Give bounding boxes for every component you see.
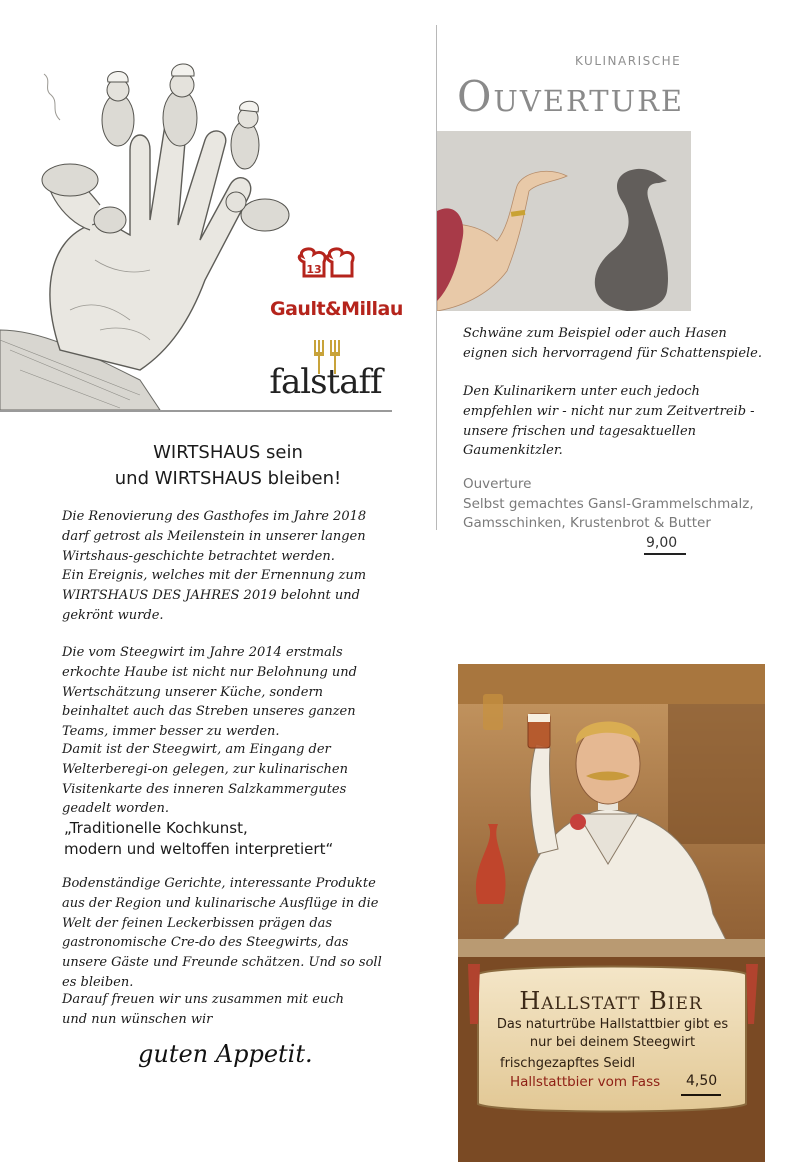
signature-guten-appetit: guten Appetit. (138, 1040, 313, 1068)
ouverture-intro-2: Den Kulinarikern unter euch jedoch empfehlen wir - nicht nur zum Zeitvertreib - unsere frischen und tagesaktuellen Gaumenkitzler. (463, 384, 755, 459)
section-kicker: KULINARISCHE (575, 54, 682, 68)
headline-line-2: und WIRTSHAUS bleiben! (114, 468, 342, 489)
section-title-ouverture: Ouverture (457, 72, 685, 121)
beer-title: Hallstatt Bier (519, 987, 703, 1015)
beer-price: 4,50 (686, 1073, 718, 1089)
menu-item-name-ouverture: Ouverture (463, 476, 532, 492)
price-underline (644, 553, 686, 555)
shadow-play-photo (437, 131, 691, 311)
ouverture-intro-1: Schwäne zum Beispiel oder auch Hasen eignen sich hervorragend für Schattenspiele. (463, 326, 763, 361)
paragraph-credo: Bodenständige Gerichte, interessante Produkte aus der Region und kulinarische Ausflüge in die Welt der feinen Leckerbissen prägen das gastronomische Cre-do des Steegwirts, das unsere Gäste und Freunde schätzen. Und so soll es bleiben. (62, 876, 382, 990)
beer-description: Das naturtrübe Hallstattbier gibt es nur bei deinem Steegwirt (496, 1017, 729, 1050)
motto-quote: „Traditionelle Kochkunst, modern und weltoffen interpretiert“ (64, 819, 334, 858)
left-divider (0, 410, 392, 412)
beer-item-label: frischgezapftes Seidl (500, 1056, 636, 1071)
falstaff-wordmark: falstaff (269, 362, 382, 402)
paragraph-haube: Die vom Steegwirt im Jahre 2014 erstmals erkochte Haube ist nicht nur Belohnung und Wertschätzung unserer Küche, sondern beinhaltet auch das Streben unseres ganzen Teams, immer besser zu werden. (62, 645, 357, 740)
paragraph-closing: Darauf freuen wir uns zusammen mit euch und nun wünschen wir (62, 992, 344, 1027)
gault-millau-wordmark: Gault&Millau (270, 298, 403, 320)
headline-line-1: WIRTSHAUS sein (153, 442, 303, 463)
paragraph-renovation: Die Renovierung des Gasthofes im Jahre 2018 darf getrost als Meilenstein in unserer langen Wirtshaus-geschichte betrachtet werden. Ein Ereignis, welches mit der Ernennung zum WIRTSHAUS DES JAHRES 2019 belohnt und gekrönt wurde. (62, 509, 367, 623)
menu-item-price-ouverture: 9,00 (646, 535, 678, 551)
beer-item-name: Hallstattbier vom Fass (510, 1074, 661, 1090)
gault-millau-badge: 13 (306, 263, 322, 276)
page-headline (60, 440, 396, 492)
price-underline (681, 1094, 721, 1096)
paragraph-welterbe: Damit ist der Steegwirt, am Eingang der Welterberegi-on gelegen, zur kulinarischen Visitenkarte des inneren Salzkammergutes geadelt worden. (62, 742, 348, 817)
menu-item-description-ouverture: Selbst gemachtes Gansl-Grammelschmalz, Gamsschinken, Krustenbrot & Butter (463, 496, 754, 531)
